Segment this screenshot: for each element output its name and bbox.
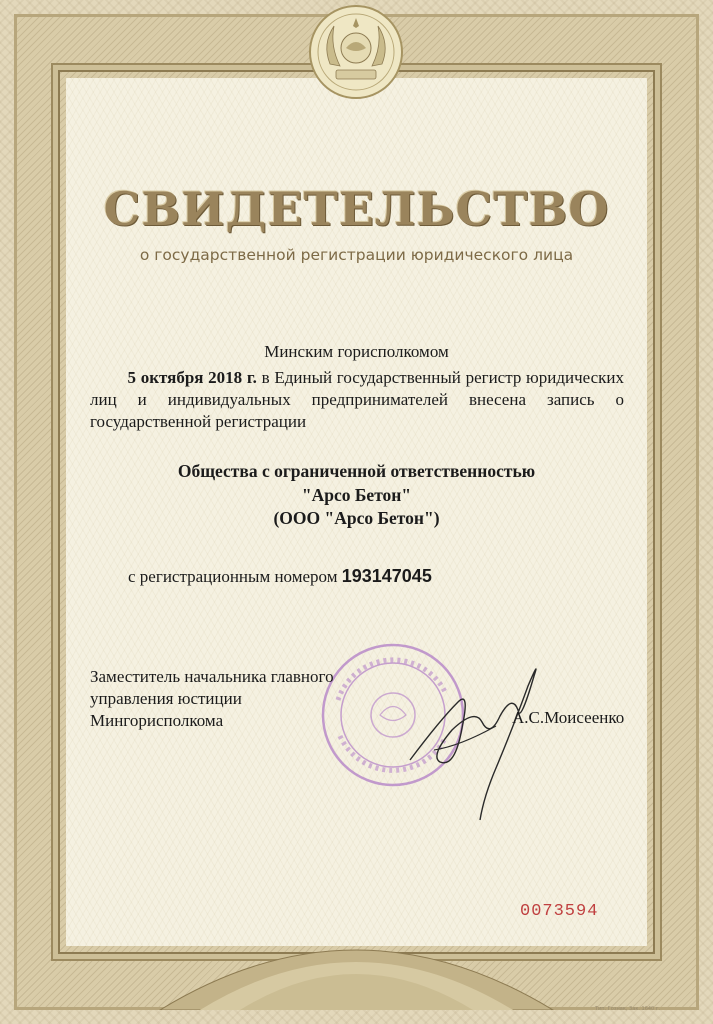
- entry-text: в Единый государственный регистр юридических лиц и индивидуальных предпринимателей внесена запись о государственной регистрации: [90, 368, 625, 431]
- printer-mark: Тип. Гознак, Зак. 1640 г.: [595, 1006, 661, 1012]
- signatory-name: А.С.Моисеенко: [512, 708, 625, 727]
- registration-paragraph: [90, 367, 624, 433]
- signatory-position-line3: Мингорисполкома: [90, 711, 224, 730]
- bottom-rosette-ornament: [0, 890, 713, 1010]
- registration-date: 5 октября 2018 г.: [127, 368, 257, 387]
- organization-name: "Арсо Бетон": [301, 485, 412, 505]
- registration-number-line: [128, 566, 432, 587]
- registration-number-label: с регистрационным номером: [128, 567, 338, 586]
- signatory-position-line1: Заместитель начальника главного: [90, 667, 334, 686]
- document-title: СВИДЕТЕЛЬСТВО: [103, 182, 610, 236]
- signatory-position-line2: управления юстиции: [90, 689, 242, 708]
- state-emblem-icon: [308, 4, 404, 100]
- handwritten-signature: [400, 650, 550, 825]
- document-subtitle: о государственной регистрации юридического лица: [139, 246, 574, 264]
- serial-number: 0073594: [520, 902, 599, 921]
- registration-number: 193147045: [341, 566, 432, 586]
- organization-short-name: (ООО "Арсо Бетон"): [273, 508, 440, 528]
- issuer: Минским горисполкомом: [264, 342, 449, 361]
- organization-form: Общества с ограниченной ответственностью: [177, 461, 536, 481]
